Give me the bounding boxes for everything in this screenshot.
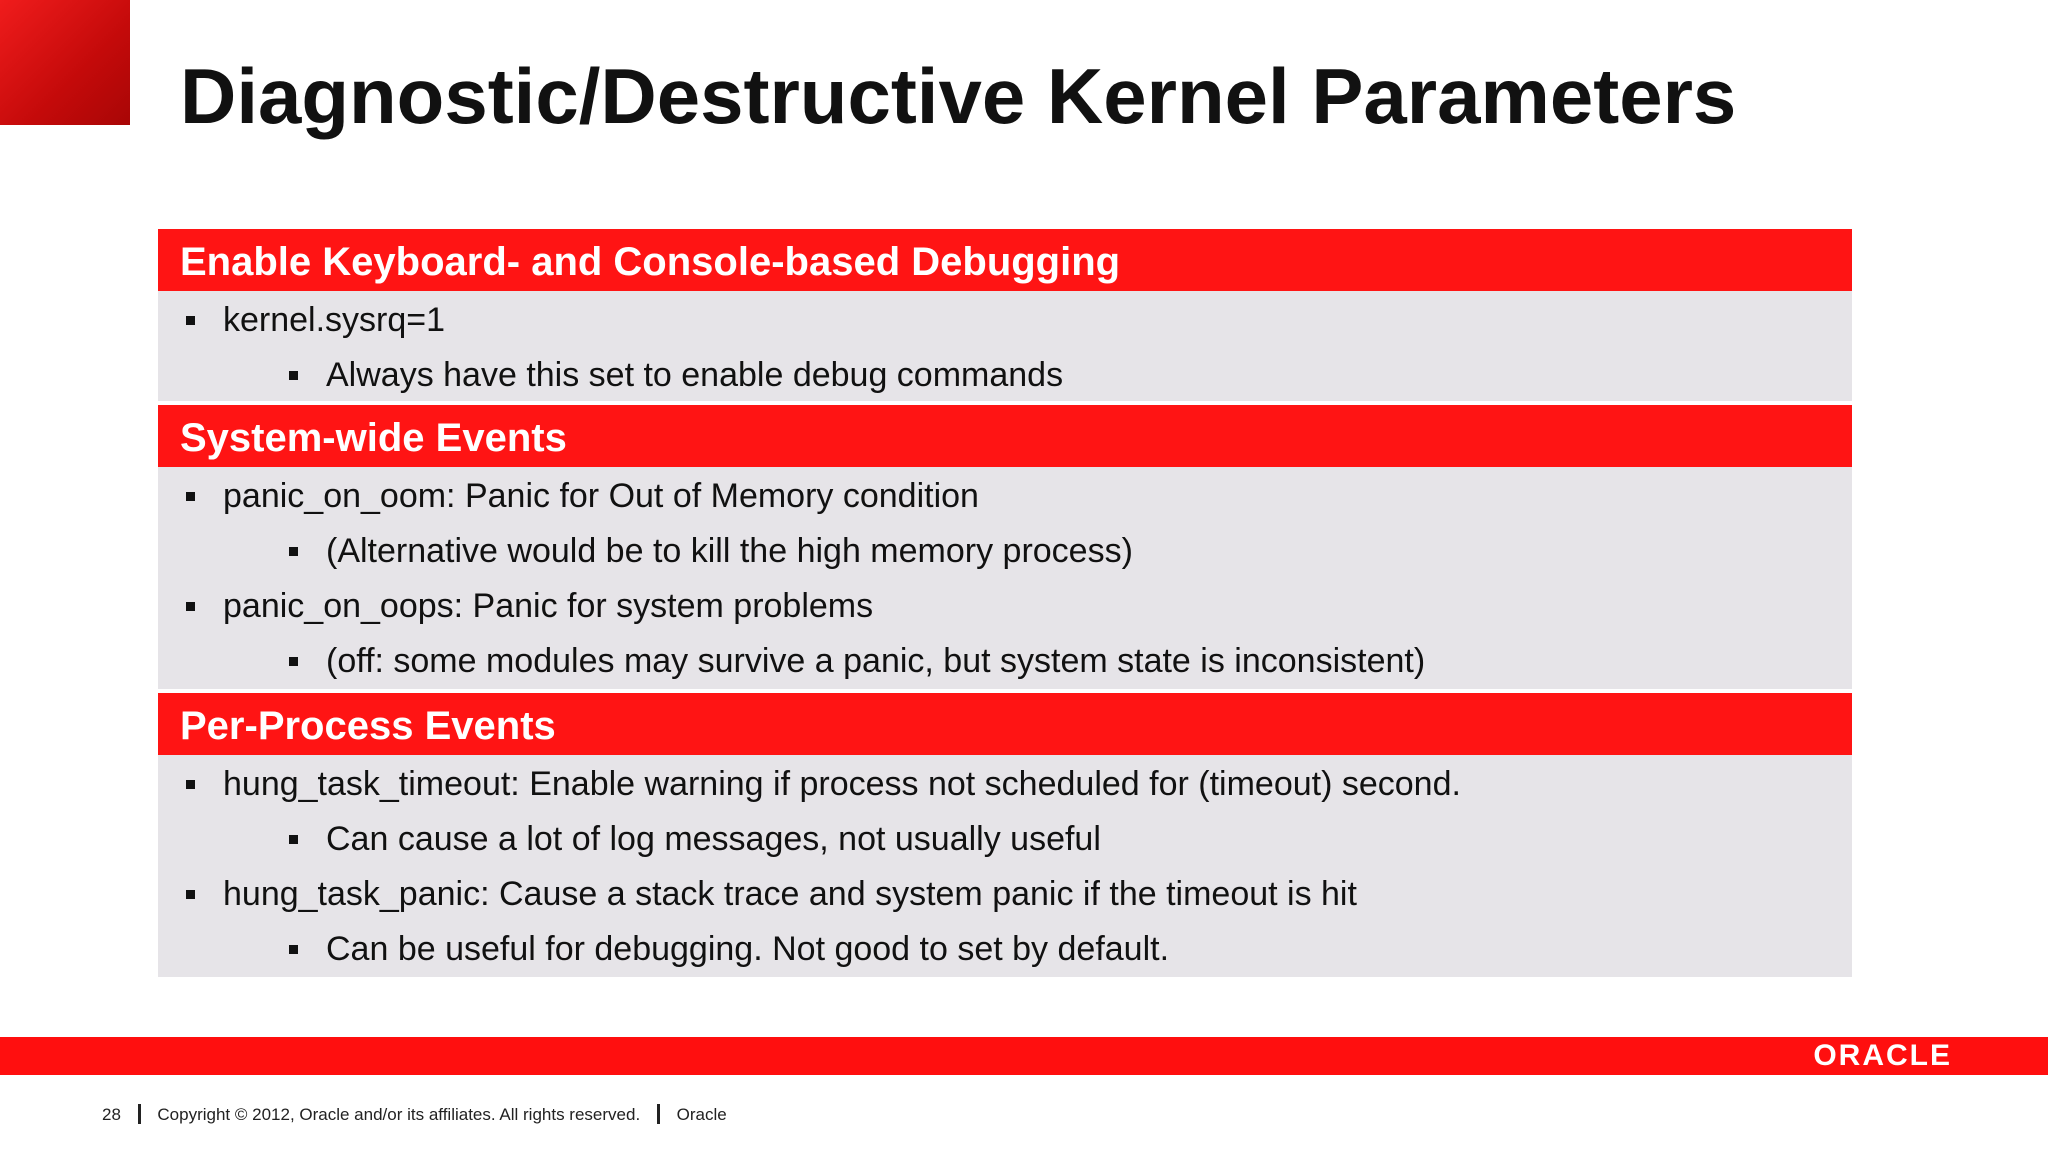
list-item — [158, 922, 1852, 977]
section-body — [158, 755, 1852, 977]
list-item-text: hung_task_timeout: Enable warning if process not scheduled for (timeout) second. — [223, 765, 1461, 803]
list-item-text: kernel.sysrq=1 — [223, 301, 446, 339]
list-item-text: Always have this set to enable debug commands — [326, 356, 1064, 394]
list-item-text: panic_on_oops: Panic for system problems — [223, 587, 874, 625]
list-item — [158, 524, 1852, 579]
oracle-logo: ORACLE — [1813, 1039, 1952, 1072]
section-header: Enable Keyboard- and Console-based Debugging — [158, 229, 1852, 291]
bullet-list — [158, 293, 1852, 403]
square-bullet-icon — [186, 890, 195, 899]
copyright-text: Copyright © 2012, Oracle and/or its affiliates. All rights reserved. — [157, 1105, 641, 1124]
bullet-list — [158, 757, 1852, 977]
square-bullet-icon — [289, 547, 298, 556]
square-bullet-icon — [289, 835, 298, 844]
list-item — [158, 812, 1852, 867]
section-body — [158, 291, 1852, 401]
footer-separator — [657, 1104, 660, 1124]
slide-title: Diagnostic/Destructive Kernel Parameters — [180, 52, 1737, 140]
bullet-list — [158, 469, 1852, 689]
company-name: Oracle — [676, 1105, 727, 1124]
list-item — [158, 293, 1852, 348]
square-bullet-icon — [186, 492, 195, 501]
square-bullet-icon — [289, 945, 298, 954]
square-bullet-icon — [289, 371, 298, 380]
section-header: Per-Process Events — [158, 693, 1852, 755]
list-item-text: (Alternative would be to kill the high memory process) — [326, 532, 1133, 570]
section-keyboard-console-debugging — [158, 229, 1852, 401]
footer-info — [102, 1104, 727, 1126]
list-item — [158, 579, 1852, 634]
footer-separator — [138, 1104, 141, 1124]
list-item-text: Can cause a lot of log messages, not usually useful — [326, 820, 1101, 858]
list-item-text: panic_on_oom: Panic for Out of Memory condition — [223, 477, 979, 515]
list-item-text: hung_task_panic: Cause a stack trace and system panic if the timeout is hit — [223, 875, 1357, 913]
square-bullet-icon — [186, 316, 195, 325]
square-bullet-icon — [289, 657, 298, 666]
section-body — [158, 467, 1852, 689]
content-panel — [158, 229, 1852, 977]
page-number: 28 — [102, 1105, 121, 1124]
section-header: System-wide Events — [158, 405, 1852, 467]
section-per-process-events — [158, 693, 1852, 977]
list-item — [158, 867, 1852, 922]
list-item — [158, 634, 1852, 689]
footer-bar — [0, 1037, 2048, 1075]
list-item-text: Can be useful for debugging. Not good to set by default. — [326, 930, 1170, 968]
corner-accent-block — [0, 0, 130, 125]
square-bullet-icon — [186, 602, 195, 611]
square-bullet-icon — [186, 780, 195, 789]
section-system-wide-events — [158, 405, 1852, 689]
list-item — [158, 348, 1852, 403]
list-item-text: (off: some modules may survive a panic, but system state is inconsistent) — [326, 642, 1426, 680]
list-item — [158, 757, 1852, 812]
list-item — [158, 469, 1852, 524]
